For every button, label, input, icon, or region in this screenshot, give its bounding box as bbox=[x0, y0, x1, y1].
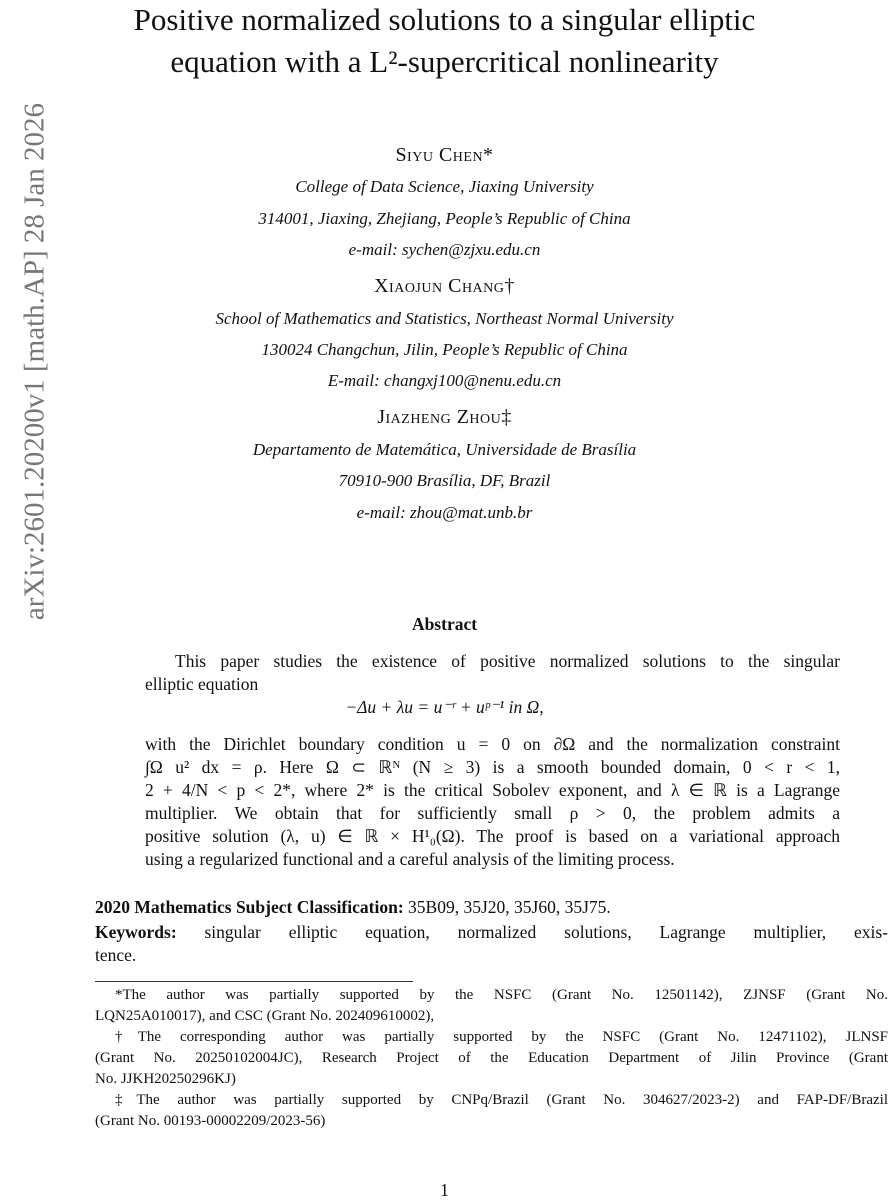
author-affiliation: 70910-900 Brasília, DF, Brazil bbox=[338, 471, 551, 490]
abstract-line: positive solution (λ, u) ∈ ℝ × H¹₀(Ω). The proof is based on a variational approach bbox=[145, 826, 840, 846]
footnote-line: *The author was partially supported by the NSFC (Grant No. 12501142), ZJNSF (Grant No. bbox=[115, 987, 888, 1003]
abstract-line: 2 + 4/N < p < 2*, where 2* is the critical Sobolev exponent, and λ ∈ ℝ is a Lagrange bbox=[145, 780, 840, 800]
abstract-equation: −Δu + λu = u⁻ʳ + uᵖ⁻¹ in Ω, bbox=[345, 697, 544, 717]
abstract-heading: Abstract bbox=[411, 614, 478, 634]
author-affiliation: 130024 Changchun, Jilin, People’s Republic of China bbox=[261, 340, 628, 359]
msc-value: 35B09, 35J20, 35J60, 35J75. bbox=[403, 897, 611, 917]
keywords-continued: tence. bbox=[95, 945, 137, 965]
msc-label: 2020 Mathematics Subject Classification: bbox=[95, 897, 404, 917]
abstract-line: This paper studies the existence of positive normalized solutions to the singular bbox=[175, 651, 840, 671]
abstract-line: ∫Ω u² dx = ρ. Here Ω ⊂ ℝᴺ (N ≥ 3) is a smooth bounded domain, 0 < r < 1, bbox=[145, 757, 840, 777]
author-name: Xiaojun Chang† bbox=[374, 275, 515, 297]
author-email[interactable]: E-mail: changxj100@nenu.edu.cn bbox=[327, 371, 562, 390]
keywords bbox=[95, 922, 888, 943]
abstract-line: elliptic equation bbox=[145, 674, 259, 694]
title-line-1: Positive normalized solutions to a singular elliptic bbox=[133, 2, 756, 37]
title-line-2: equation with a L²-supercritical nonlinearity bbox=[170, 44, 719, 79]
msc-classification bbox=[95, 897, 611, 918]
keywords-label: Keywords: bbox=[95, 922, 177, 942]
author-name: Siyu Chen* bbox=[395, 144, 494, 166]
author-email[interactable]: e-mail: zhou@mat.unb.br bbox=[356, 503, 533, 522]
author-affiliation: College of Data Science, Jiaxing University bbox=[295, 177, 594, 196]
arxiv-identifier[interactable]: arXiv:2601.20200v1 [math.AP] 28 Jan 2026 bbox=[18, 102, 51, 621]
footnote-rule bbox=[95, 981, 413, 982]
footnote-line: (Grant No. 20250102004JC), Research Project of the Education Department of Jilin Province (Grant bbox=[95, 1050, 888, 1066]
author-name: Jiazheng Zhou‡ bbox=[377, 406, 512, 428]
keywords-value: singular elliptic equation, normalized solutions, Lagrange multiplier, exis- bbox=[176, 922, 888, 942]
page-number: 1 bbox=[440, 1180, 449, 1200]
footnote-line: LQN25A010017), and CSC (Grant No. 202409610002), bbox=[95, 1008, 435, 1024]
abstract-line: multiplier. We obtain that for sufficiently small ρ > 0, the problem admits a bbox=[145, 803, 840, 823]
footnote-line: (Grant No. 00193-00002209/2023-56) bbox=[95, 1113, 326, 1129]
footnote-line: No. JJKH20250296KJ) bbox=[95, 1071, 236, 1087]
abstract-line: with the Dirichlet boundary condition u = 0 on ∂Ω and the normalization constraint bbox=[145, 734, 840, 754]
author-affiliation: School of Mathematics and Statistics, Northeast Normal University bbox=[215, 309, 674, 328]
author-affiliation: Departamento de Matemática, Universidade de Brasília bbox=[252, 440, 637, 459]
author-email[interactable]: e-mail: sychen@zjxu.edu.cn bbox=[348, 240, 541, 259]
abstract-line: using a regularized functional and a careful analysis of the limiting process. bbox=[145, 849, 675, 869]
author-affiliation: 314001, Jiaxing, Zhejiang, People’s Republic of China bbox=[258, 209, 631, 228]
footnote-line: †The corresponding author was partially supported by the NSFC (Grant No. 12471102), JLNSF bbox=[115, 1029, 888, 1045]
footnote-line: ‡The author was partially supported by CNPq/Brazil (Grant No. 304627/2023-2) and FAP-DF/Brazil bbox=[115, 1092, 888, 1108]
